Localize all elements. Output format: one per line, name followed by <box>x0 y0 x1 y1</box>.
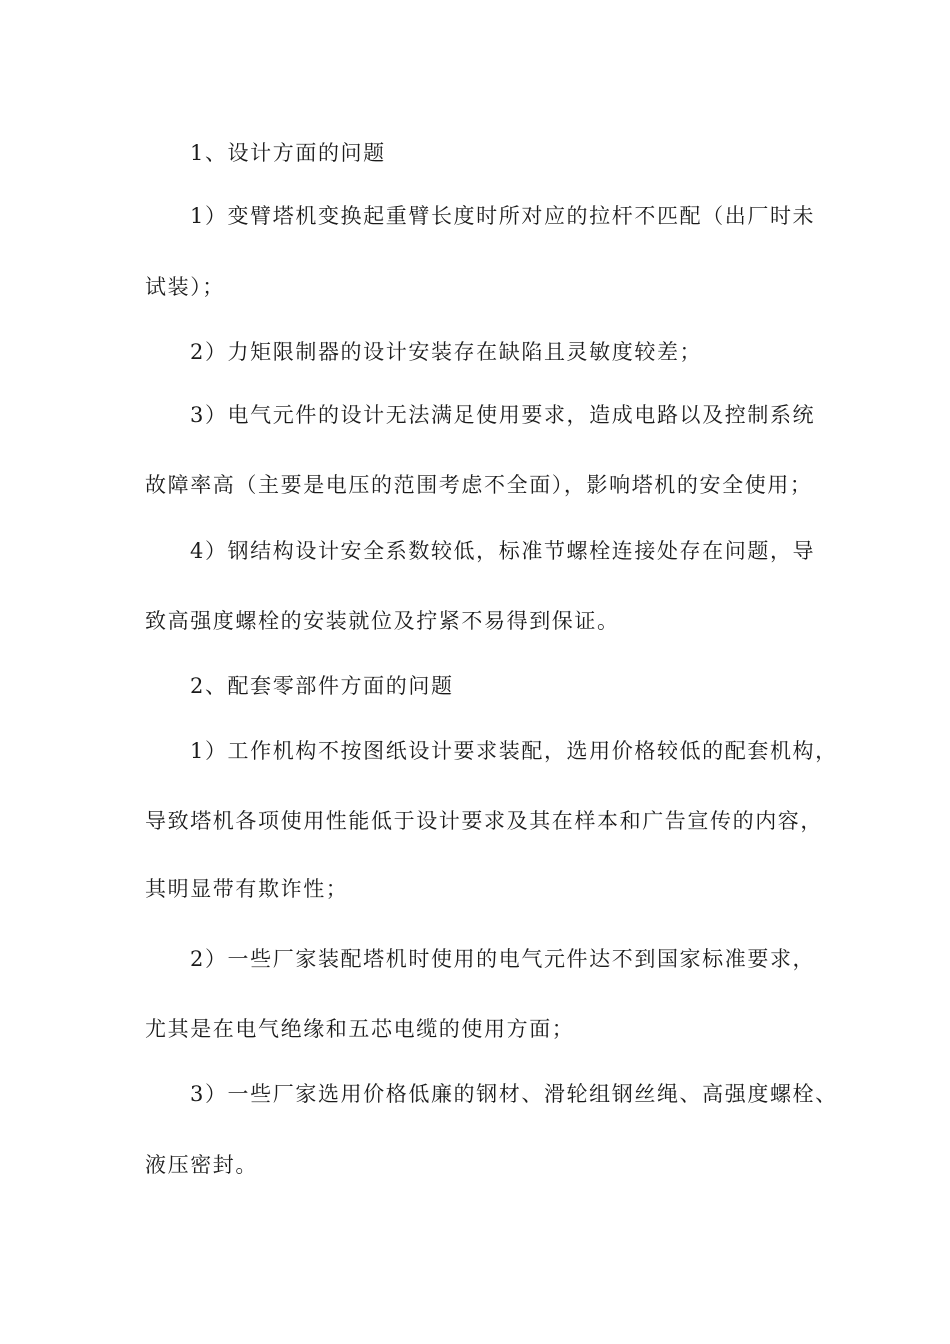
paragraph-line: 试装）； <box>145 275 225 299</box>
paragraph-line: 1）变臂塔机变换起重臂长度时所对应的拉杆不匹配（出厂时未 <box>190 204 816 228</box>
paragraph-line: 其明显带有欺诈性； <box>145 877 349 901</box>
section-heading-parts: 2、配套零部件方面的问题 <box>190 674 454 698</box>
paragraph-line: 致高强度螺栓的安装就位及拧紧不易得到保证。 <box>145 609 620 633</box>
paragraph-line: 尤其是在电气绝缘和五芯电缆的使用方面； <box>145 1017 575 1041</box>
paragraph-line: 2）力矩限制器的设计安装存在缺陷且灵敏度较差； <box>190 340 703 364</box>
paragraph-line: 1）工作机构不按图纸设计要求装配，选用价格较低的配套机构， <box>190 739 838 763</box>
section-heading-design: 1、设计方面的问题 <box>190 141 386 165</box>
paragraph-line: 3）电气元件的设计无法满足使用要求，造成电路以及控制系统 <box>190 403 816 427</box>
paragraph-line: 2）一些厂家装配塔机时使用的电气元件达不到国家标准要求， <box>190 947 816 971</box>
paragraph-line: 液压密封。 <box>145 1153 258 1177</box>
paragraph-line: 4）钢结构设计安全系数较低，标准节螺栓连接处存在问题，导 <box>190 539 816 563</box>
paragraph-line: 3）一些厂家选用价格低廉的钢材、滑轮组钢丝绳、高强度螺栓、 <box>190 1082 838 1106</box>
paragraph-line: 故障率高（主要是电压的范围考虑不全面），影响塔机的安全使用； <box>145 473 813 497</box>
paragraph-line: 导致塔机各项使用性能低于设计要求及其在样本和广告宣传的内容， <box>145 809 823 833</box>
